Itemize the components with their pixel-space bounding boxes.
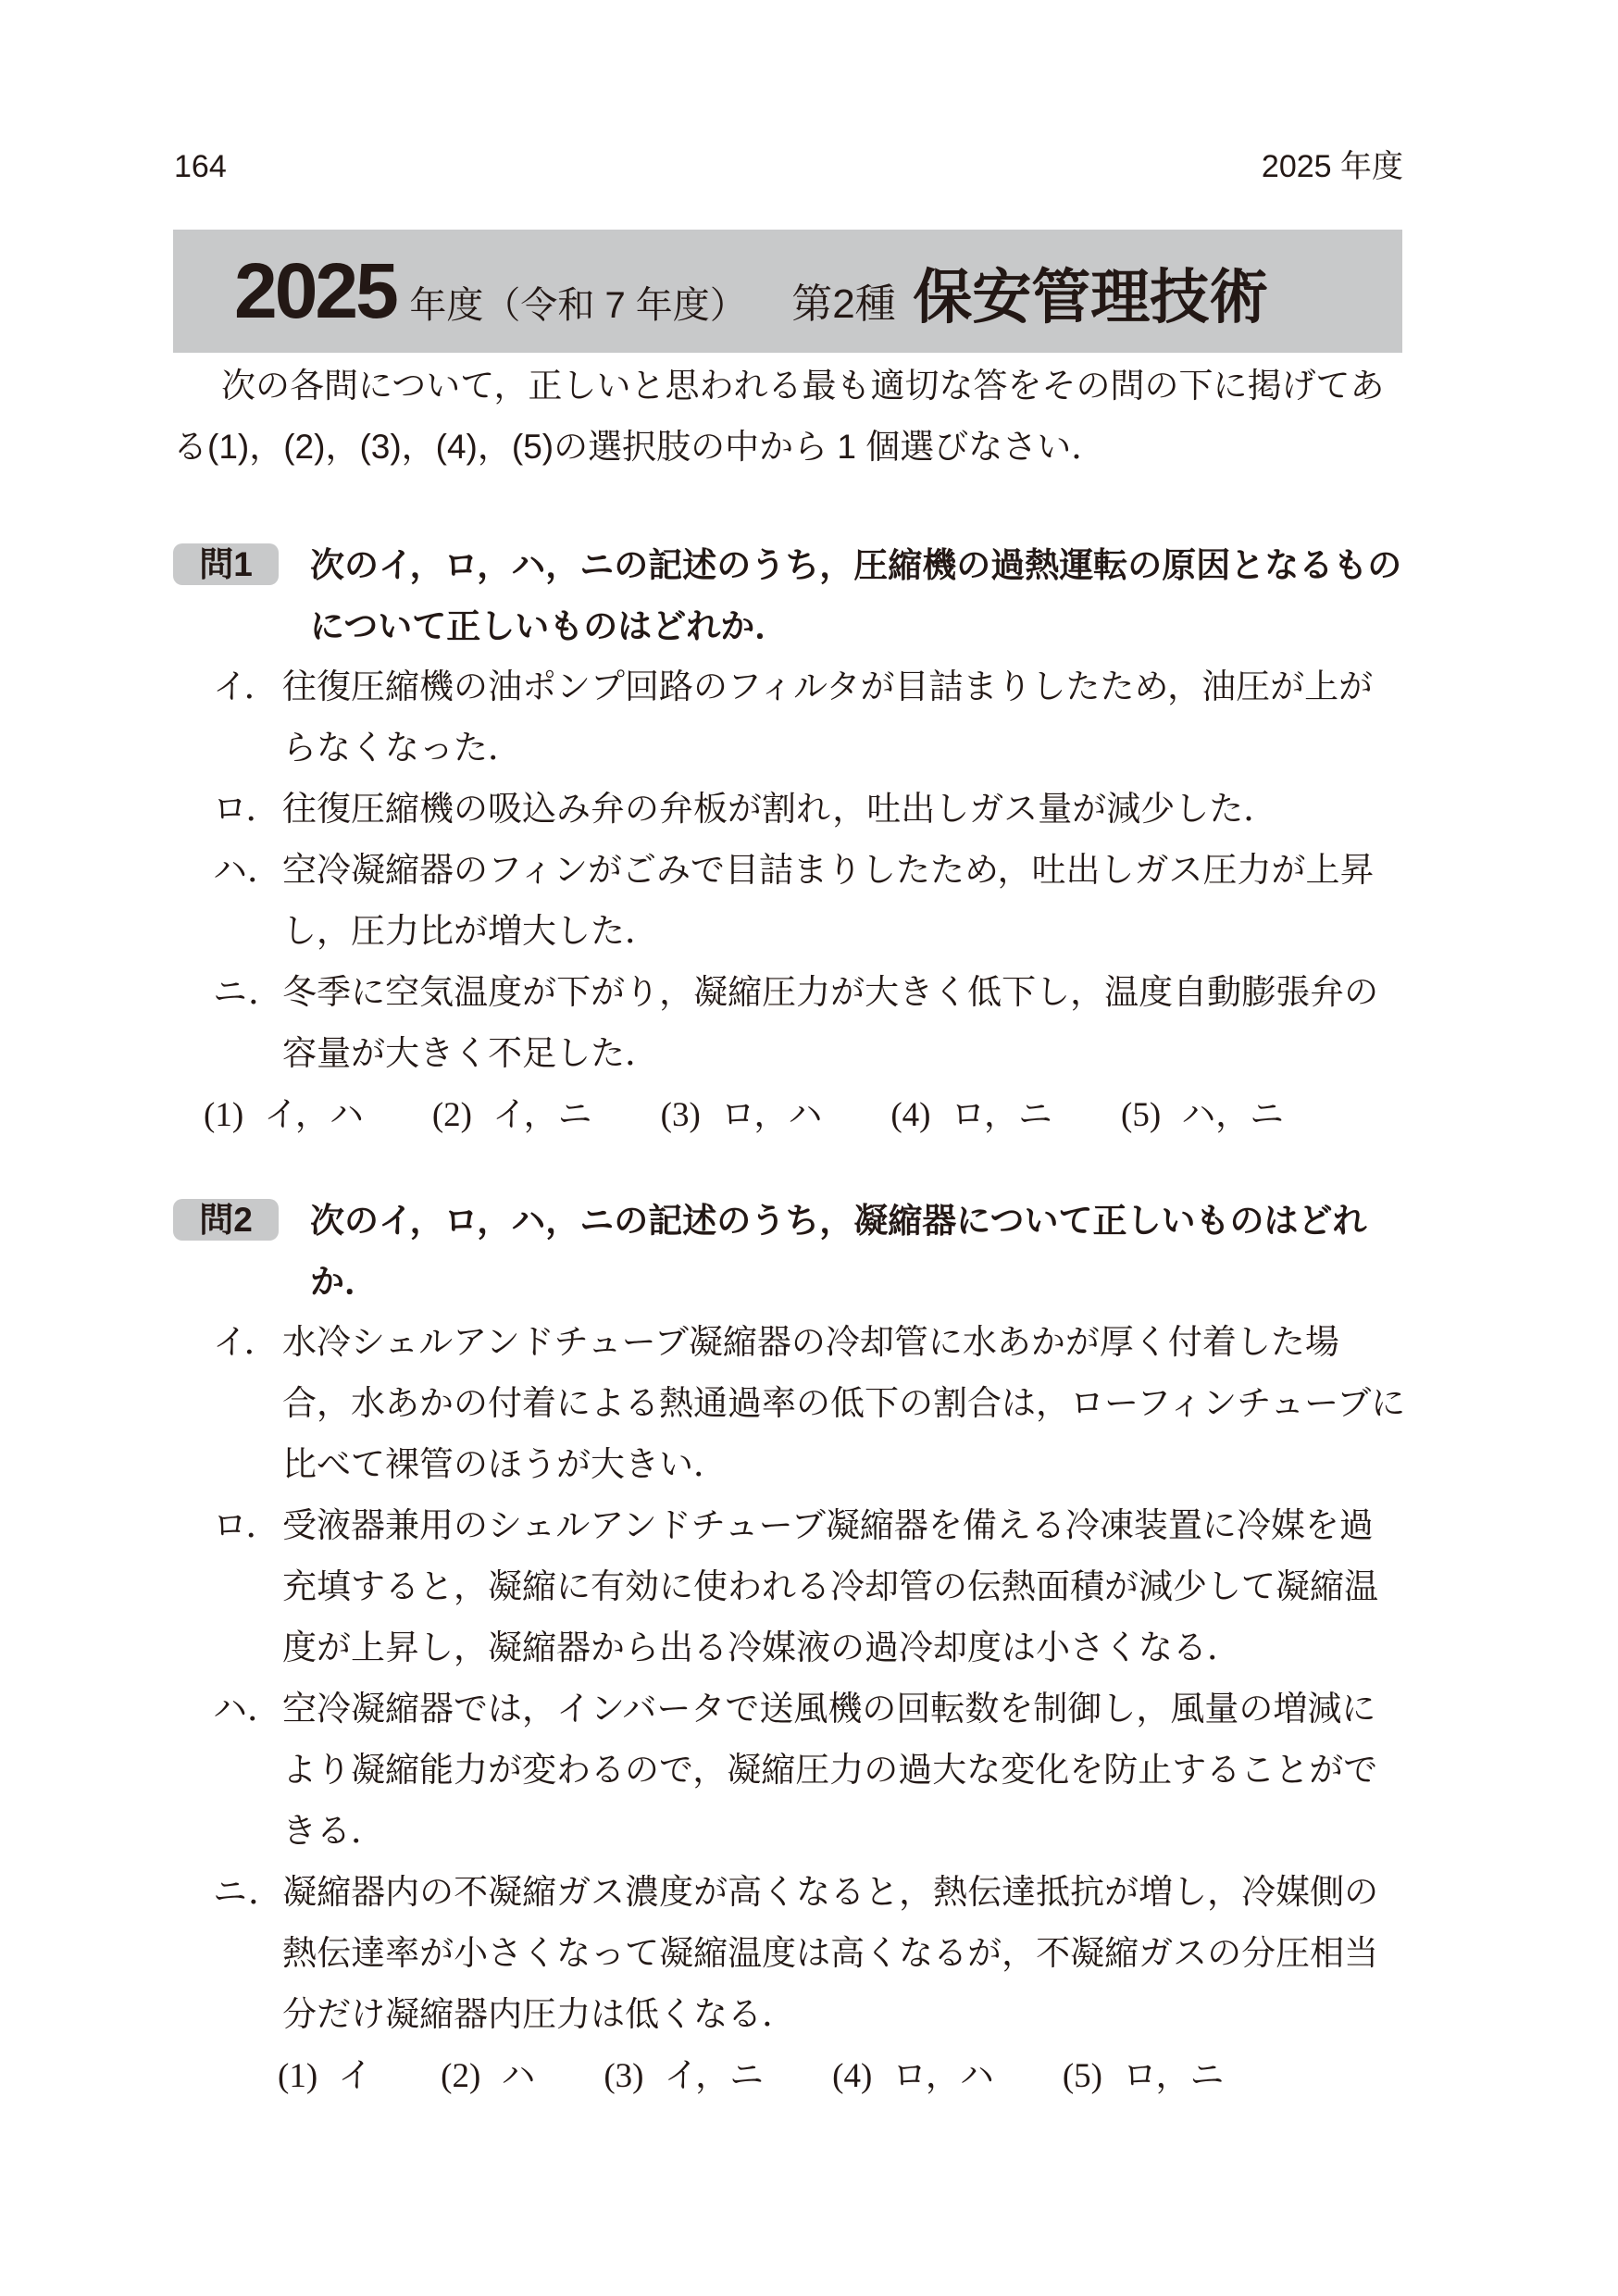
title-banner — [173, 230, 1402, 353]
option-marker: イ． — [213, 668, 279, 706]
option-marker: ニ． — [213, 1874, 283, 1912]
choice-item — [1121, 1085, 1284, 1146]
option-marker: ハ． — [213, 852, 281, 890]
option-text: 空冷凝縮器のフィンがごみで目詰まりしたため，吐出しガス圧力が上昇し，圧力比が増大した． — [282, 852, 1375, 951]
question-1-header — [173, 535, 1406, 657]
banner-grade: 第2種 — [791, 281, 896, 327]
choice-number: (1) — [278, 2057, 318, 2095]
choice-value: イ，ニ — [492, 1096, 592, 1134]
choice-number: (3) — [660, 1096, 701, 1134]
choice-number: (2) — [431, 1096, 472, 1134]
running-header — [174, 151, 1403, 182]
choice-item — [441, 2046, 535, 2107]
choice-number: (5) — [1062, 2057, 1102, 2095]
choice-item — [278, 2046, 372, 2107]
option-marker: ハ． — [213, 1691, 281, 1728]
question-1-label: 問1 — [173, 543, 279, 585]
question-1-choices — [204, 1085, 1406, 1146]
choice-value: ロ，ハ — [720, 1096, 823, 1134]
banner-year: 2025 — [234, 247, 396, 334]
option-item-ro — [173, 780, 1406, 841]
choice-number: (4) — [890, 1096, 931, 1134]
option-marker: イ． — [213, 1324, 279, 1362]
option-item-ro — [173, 1496, 1406, 1679]
intro-paragraph: 次の各問について，正しいと思われる最も適切な答をその問の下に掲げてある(1)，(2)，(3)，(4)，(5)の選択肢の中から 1 個選びなさい． — [173, 367, 1385, 466]
option-marker: ニ． — [213, 974, 283, 1012]
choice-number: (1) — [204, 1096, 244, 1134]
choice-value: イ，ハ — [264, 1096, 364, 1134]
choice-item — [432, 1085, 592, 1146]
option-item-i — [173, 1313, 1406, 1496]
option-item-i — [173, 657, 1406, 780]
option-text: 凝縮器内の不凝縮ガス濃度が高くなると，熱伝達抵抗が増し，冷媒側の熱伝達率が小さくなって凝縮温度は高くなるが，不凝縮ガスの分圧相当分だけ凝縮器内圧力は低くなる． — [282, 1874, 1379, 2034]
choice-item — [832, 2046, 994, 2107]
choice-number: (4) — [832, 2057, 873, 2095]
option-text: 冬季に空気温度が下がり，凝縮圧力が大きく低下し，温度自動膨張弁の容量が大きく不足した． — [282, 974, 1379, 1073]
option-marker: ロ． — [213, 791, 280, 829]
choice-item — [890, 1085, 1052, 1146]
choice-value: イ，ニ — [664, 2057, 765, 2095]
page-number: 164 — [174, 149, 227, 184]
question-2-choices — [278, 2046, 1406, 2107]
header-year-label: 2025 年度 — [1261, 149, 1403, 184]
question-2 — [173, 1191, 1406, 2107]
choice-value: ハ — [501, 2057, 536, 2095]
option-item-ha — [173, 1679, 1406, 1863]
choice-value: ロ，ニ — [1122, 2057, 1225, 2095]
choice-item — [204, 1085, 364, 1146]
option-text: 空冷凝縮器では，インバータで送風機の回転数を制御し，風量の増減により凝縮能力が変わるので，凝縮圧力の過大な変化を防止することができる． — [282, 1691, 1378, 1851]
choice-value: ロ，ニ — [951, 1096, 1053, 1134]
question-2-header — [173, 1191, 1406, 1313]
question-2-label: 問2 — [173, 1199, 279, 1241]
exam-body — [173, 356, 1406, 2107]
question-2-text: 次のイ，ロ，ハ，ニの記述のうち，凝縮器について正しいものはどれか． — [310, 1202, 1367, 1301]
choice-item — [661, 1085, 823, 1146]
choice-value: ハ，ニ — [1181, 1096, 1285, 1134]
option-text: 受液器兼用のシェルアンドチューブ凝縮器を備える冷凍装置に冷媒を過充填すると，凝縮に有効に使われる冷却管の伝熱面積が減少して凝縮温度が上昇し，凝縮器から出る冷媒液の過冷却度は小さくなる． — [282, 1507, 1378, 1667]
option-text: 往復圧縮機の油ポンプ回路のフィルタが目詰まりしたため，油圧が上がらなくなった． — [282, 668, 1374, 767]
choice-item — [604, 2046, 764, 2107]
choice-item — [1063, 2046, 1225, 2107]
choice-number: (2) — [441, 2057, 481, 2095]
option-text: 往復圧縮機の吸込み弁の弁板が割れ，吐出しガス量が減少した． — [282, 791, 1278, 829]
choice-value: イ — [338, 2057, 373, 2095]
question-1-text: 次のイ，ロ，ハ，ニの記述のうち，圧縮機の過熱運転の原因となるものについて正しいものはどれか． — [310, 546, 1402, 645]
option-text: 水冷シェルアンドチューブ凝縮器の冷却管に水あかが厚く付着した場合，水あかの付着による熱通過率の低下の割合は，ローフィンチューブに比べて裸管のほうが大きい． — [282, 1324, 1406, 1484]
option-item-ha — [173, 841, 1406, 963]
option-item-ni — [173, 963, 1406, 1085]
option-item-ni — [173, 1863, 1406, 2046]
banner-era: 年度（令和 7 年度） — [409, 285, 747, 326]
banner-subject: 保安管理技術 — [913, 264, 1269, 331]
choice-number: (5) — [1121, 1096, 1162, 1134]
option-marker: ロ． — [213, 1507, 280, 1545]
question-1 — [173, 535, 1406, 1146]
choice-value: ロ，ハ — [892, 2057, 994, 2095]
choice-number: (3) — [604, 2057, 644, 2095]
